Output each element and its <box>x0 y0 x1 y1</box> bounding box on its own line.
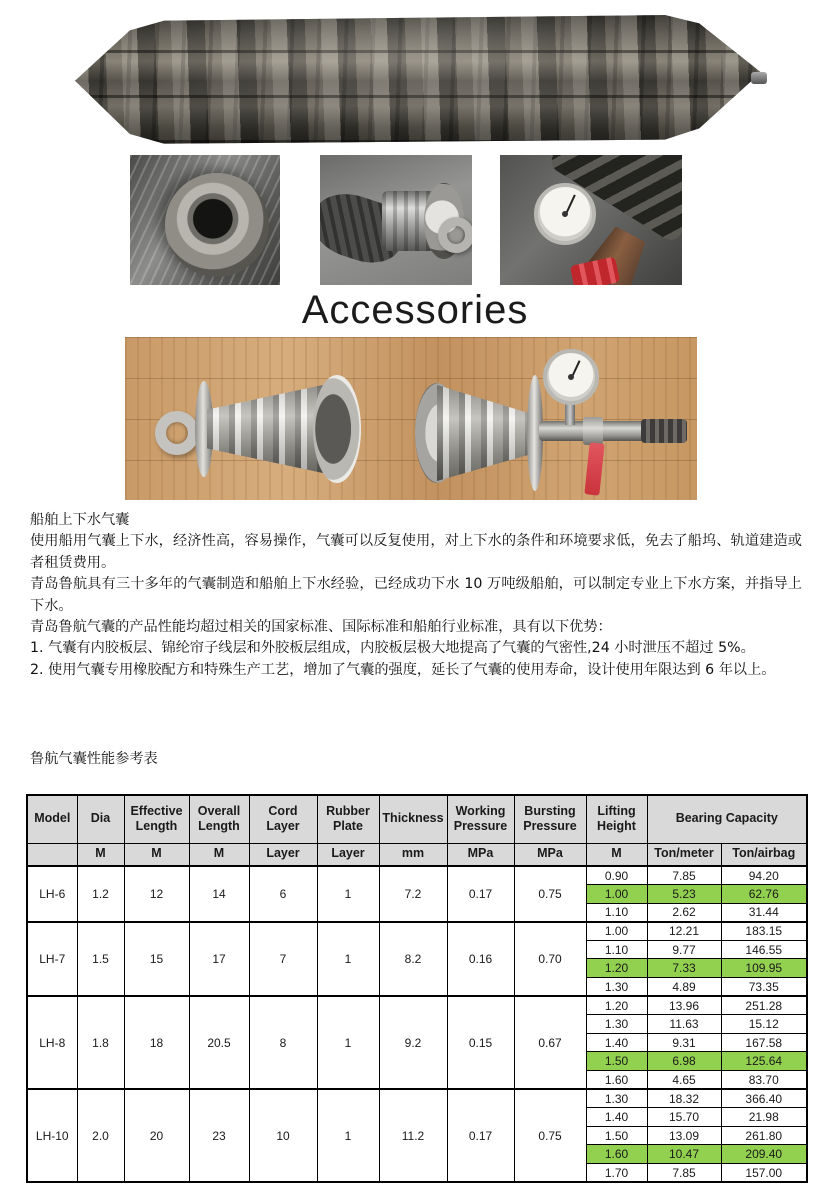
ribbed-cone <box>437 385 531 481</box>
lifting-height-cell: 1.10 <box>586 903 647 922</box>
spec-cell: 0.75 <box>514 866 586 922</box>
ton-per-meter-cell: 7.85 <box>647 1164 721 1183</box>
ton-per-meter-cell: 13.09 <box>647 1126 721 1145</box>
table-header-row <box>27 795 807 843</box>
intro-paragraph: 使用船用气囊上下水，经济性高，容易操作，气囊可以反复使用，对上下水的条件和环境要求低，免去了船坞、轨道建造或者租赁费用。 <box>30 533 802 571</box>
intro-heading: 船舶上下水气囊 <box>30 512 130 528</box>
table-row <box>27 866 807 885</box>
unit-cell: MPa <box>514 843 586 866</box>
unit-cell: M <box>77 843 124 866</box>
table-body <box>27 866 807 1182</box>
unit-cell: Ton/airbag <box>721 843 807 866</box>
lifting-height-cell: 1.30 <box>586 978 647 997</box>
lifting-height-cell: 1.00 <box>586 922 647 941</box>
model-cell: LH-8 <box>27 996 77 1089</box>
spec-cell: 7.2 <box>379 866 447 922</box>
accessories-photo <box>125 337 697 500</box>
eye-ring-fitting-photo <box>320 155 472 285</box>
ton-per-meter-cell: 13.96 <box>647 996 721 1015</box>
ton-per-airbag-cell: 21.98 <box>721 1108 807 1127</box>
ton-per-meter-cell: 9.31 <box>647 1033 721 1052</box>
lifting-height-cell: 1.40 <box>586 1108 647 1127</box>
performance-table <box>26 794 808 1183</box>
lifting-height-cell: 1.30 <box>586 1015 647 1034</box>
ton-per-meter-cell: 4.65 <box>647 1071 721 1090</box>
model-cell: LH-6 <box>27 866 77 922</box>
spec-cell: 18 <box>124 996 189 1089</box>
ton-per-airbag-cell: 31.44 <box>721 903 807 922</box>
bell-mouth <box>313 375 361 483</box>
spec-cell: 15 <box>124 922 189 996</box>
lifting-height-cell: 1.50 <box>586 1126 647 1145</box>
ton-per-meter-cell: 6.98 <box>647 1052 721 1071</box>
spec-cell: 14 <box>189 866 249 922</box>
ton-per-airbag-cell: 157.00 <box>721 1164 807 1183</box>
spec-cell: 20 <box>124 1089 189 1182</box>
spec-cell: 0.17 <box>447 1089 514 1182</box>
unit-cell: mm <box>379 843 447 866</box>
col-header-bearing-capacity: Bearing Capacity <box>647 795 807 843</box>
spec-cell: 1 <box>317 922 379 996</box>
spec-cell: 0.70 <box>514 922 586 996</box>
spec-cell: 1.5 <box>77 922 124 996</box>
unit-cell: Ton/meter <box>647 843 721 866</box>
marine-airbag-photo <box>75 8 761 148</box>
lifting-height-cell: 1.30 <box>586 1089 647 1108</box>
intro-text <box>30 510 802 681</box>
unit-cell: M <box>586 843 647 866</box>
spec-cell: 0.16 <box>447 922 514 996</box>
unit-cell <box>27 843 77 866</box>
ton-per-airbag-cell: 183.15 <box>721 922 807 941</box>
col-header-lifting-height: Lifting Height <box>586 795 647 843</box>
ton-per-airbag-cell: 366.40 <box>721 1089 807 1108</box>
lifting-eye-ring <box>438 217 472 253</box>
spec-cell: 12 <box>124 866 189 922</box>
ribbed-cone <box>207 385 323 473</box>
inflation-valve-fitting <box>415 349 687 495</box>
lifting-height-cell: 1.60 <box>586 1145 647 1164</box>
intro-paragraph: 青岛鲁航气囊的产品性能均超过相关的国家标准、国际标准和船舶行业标准，具有以下优势： <box>30 619 612 636</box>
flange-mouth-photo <box>130 155 280 285</box>
col-header-effective-length: Effective Length <box>124 795 189 843</box>
lifting-height-cell: 1.20 <box>586 996 647 1015</box>
red-valve-handle <box>570 257 620 285</box>
model-cell: LH-10 <box>27 1089 77 1182</box>
table-units-row <box>27 843 807 866</box>
airbag-body-illustration <box>75 8 761 148</box>
ton-per-airbag-cell: 73.35 <box>721 978 807 997</box>
ton-per-meter-cell: 7.85 <box>647 866 721 885</box>
spec-cell: 20.5 <box>189 996 249 1089</box>
accessories-heading: Accessories <box>301 288 529 332</box>
spec-cell: 0.75 <box>514 1089 586 1182</box>
ton-per-meter-cell: 12.21 <box>647 922 721 941</box>
spec-cell: 0.15 <box>447 996 514 1089</box>
lifting-height-cell: 0.90 <box>586 866 647 885</box>
unit-cell: Layer <box>249 843 317 866</box>
model-cell: LH-7 <box>27 922 77 996</box>
col-header-thickness: Thickness <box>379 795 447 843</box>
ton-per-airbag-cell: 62.76 <box>721 885 807 904</box>
col-header-rubber-plate: Rubber Plate <box>317 795 379 843</box>
spec-cell: 8.2 <box>379 922 447 996</box>
spec-cell: 10 <box>249 1089 317 1182</box>
spec-cell: 2.0 <box>77 1089 124 1182</box>
hose-nipple <box>641 419 687 443</box>
table-row <box>27 922 807 941</box>
ton-per-meter-cell: 5.23 <box>647 885 721 904</box>
metal-flange-ring <box>165 173 269 277</box>
table-row <box>27 996 807 1015</box>
ton-per-airbag-cell: 83.70 <box>721 1071 807 1090</box>
ton-per-airbag-cell: 146.55 <box>721 940 807 959</box>
table-row <box>27 1089 807 1108</box>
unit-cell: MPa <box>447 843 514 866</box>
ton-per-airbag-cell: 167.58 <box>721 1033 807 1052</box>
ton-per-meter-cell: 4.89 <box>647 978 721 997</box>
ton-per-airbag-cell: 125.64 <box>721 1052 807 1071</box>
spec-cell: 1 <box>317 866 379 922</box>
detail-photo-row <box>130 155 682 285</box>
unit-cell: M <box>189 843 249 866</box>
lifting-height-cell: 1.40 <box>586 1033 647 1052</box>
ton-per-meter-cell: 15.70 <box>647 1108 721 1127</box>
ton-per-meter-cell: 9.77 <box>647 940 721 959</box>
ton-per-airbag-cell: 109.95 <box>721 959 807 978</box>
spec-cell: 8 <box>249 996 317 1089</box>
lifting-height-cell: 1.50 <box>586 1052 647 1071</box>
col-header-cord-layer: Cord Layer <box>249 795 317 843</box>
ton-per-meter-cell: 18.32 <box>647 1089 721 1108</box>
ball-valve <box>583 417 603 445</box>
spec-cell: 11.2 <box>379 1089 447 1182</box>
spec-cell: 6 <box>249 866 317 922</box>
ton-per-airbag-cell: 261.80 <box>721 1126 807 1145</box>
ton-per-airbag-cell: 251.28 <box>721 996 807 1015</box>
spec-cell: 7 <box>249 922 317 996</box>
pressure-gauge-icon <box>534 183 596 245</box>
ton-per-meter-cell: 11.63 <box>647 1015 721 1034</box>
ton-per-meter-cell: 2.62 <box>647 903 721 922</box>
unit-cell: Layer <box>317 843 379 866</box>
lifting-height-cell: 1.00 <box>586 885 647 904</box>
lifting-height-cell: 1.70 <box>586 1164 647 1183</box>
airbag-tip-fitting <box>751 72 767 84</box>
intro-paragraph: 1. 气囊有内胶板层、锦纶帘子线层和外胶板层组成，内胶板层极大地提高了气囊的气密性,24 小时泄压不超过 5%。 <box>30 640 755 657</box>
spec-cell: 0.67 <box>514 996 586 1089</box>
col-header-model: Model <box>27 795 77 843</box>
spec-cell: 17 <box>189 922 249 996</box>
ton-per-meter-cell: 10.47 <box>647 1145 721 1164</box>
col-header-bursting-pressure: Bursting Pressure <box>514 795 586 843</box>
ton-per-airbag-cell: 94.20 <box>721 866 807 885</box>
spec-cell: 1.2 <box>77 866 124 922</box>
spec-cell: 0.17 <box>447 866 514 922</box>
spec-cell: 9.2 <box>379 996 447 1089</box>
col-header-working-pressure: Working Pressure <box>447 795 514 843</box>
eye-ring <box>155 411 199 455</box>
spec-cell: 1 <box>317 1089 379 1182</box>
unit-cell: M <box>124 843 189 866</box>
lifting-height-cell: 1.10 <box>586 940 647 959</box>
pressure-gauge-icon <box>543 349 599 405</box>
ton-per-airbag-cell: 15.12 <box>721 1015 807 1034</box>
red-valve-tag <box>584 442 604 495</box>
lifting-height-cell: 1.20 <box>586 959 647 978</box>
ton-per-airbag-cell: 209.40 <box>721 1145 807 1164</box>
lifting-height-cell: 1.60 <box>586 1071 647 1090</box>
spec-cell: 1 <box>317 996 379 1089</box>
intro-paragraph: 2. 使用气囊专用橡胶配方和特殊生产工艺，增加了气囊的强度，延长了气囊的使用寿命，设计使用年限达到 6 年以上。 <box>30 661 776 678</box>
intro-paragraph: 青岛鲁航具有三十多年的气囊制造和船舶上下水经验，已经成功下水 10 万吨级船舶，可以制定专业上下水方案，并指导上下水。 <box>30 576 802 614</box>
spec-cell: 23 <box>189 1089 249 1182</box>
eye-flange-fitting <box>155 379 365 479</box>
pressure-gauge-photo <box>500 155 682 285</box>
table-title: 鲁航气囊性能参考表 <box>30 751 158 767</box>
spec-cell: 1.8 <box>77 996 124 1089</box>
col-header-overall-length: Overall Length <box>189 795 249 843</box>
col-header-dia: Dia <box>77 795 124 843</box>
ton-per-meter-cell: 7.33 <box>647 959 721 978</box>
